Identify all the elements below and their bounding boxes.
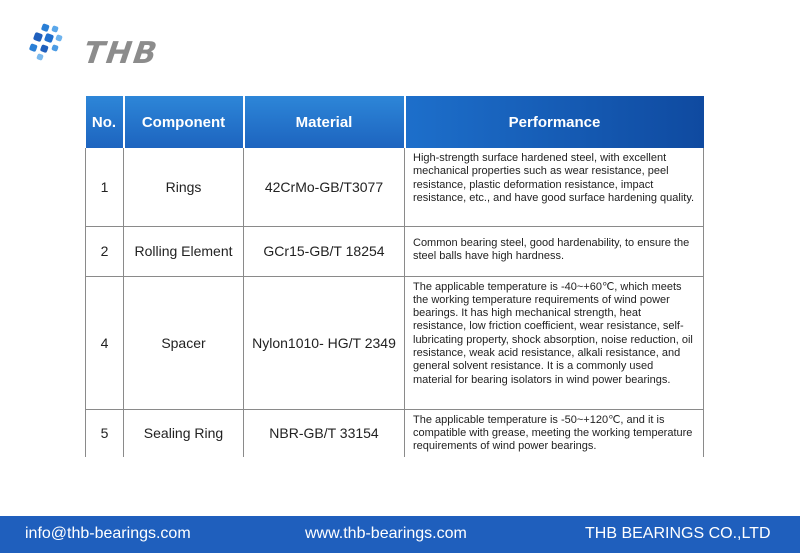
header-no: No.: [86, 96, 124, 148]
cell-material: Nylon1010- HG/T 2349: [244, 276, 405, 409]
cell-performance: High-strength surface hardened steel, with excellent mechanical properties such as wear resistance, peel resistance, plastic deformation resistance, impact resistance, etc., and have good surface hardening quality.: [405, 148, 704, 226]
cell-material: 42CrMo-GB/T3077: [244, 148, 405, 226]
cell-material: GCr15-GB/T 18254: [244, 226, 405, 276]
logo-wordmark: THB: [81, 36, 161, 71]
cell-no: 5: [86, 409, 124, 457]
company-logo: [28, 22, 188, 70]
cell-material: NBR-GB/T 33154: [244, 409, 405, 457]
cell-performance: The applicable temperature is -40~+60℃, which meets the working temperature requirements of wind power bearings. It has high mechanical strength, heat resistance, low friction coefficient, wear resistance, self-lubricating property, shock absorption, noise reduction, oil resistance, weak acid resistance, alkali resistance, and general solvent resistance. It is a commonly used material for bearing isolators in wind power bearings.: [405, 276, 704, 409]
cell-component: Rings: [124, 148, 244, 226]
footer-website-link[interactable]: www.thb-bearings.com: [305, 525, 467, 542]
cell-performance: Common bearing steel, good hardenability, to ensure the steel balls have high hardness.: [405, 226, 704, 276]
table-row: [86, 409, 704, 457]
cell-no: 2: [86, 226, 124, 276]
header-material: Material: [244, 96, 405, 148]
cell-performance: The applicable temperature is -50~+120℃, and it is compatible with grease, meeting the working temperature requirements of wind power bearings.: [405, 409, 704, 457]
header-component: Component: [124, 96, 244, 148]
footer-company-name: THB BEARINGS CO.,LTD: [585, 525, 771, 542]
cell-component: Rolling Element: [124, 226, 244, 276]
cell-no: 4: [86, 276, 124, 409]
cell-component: Spacer: [124, 276, 244, 409]
table-header-row: [86, 96, 704, 148]
table-row: [86, 148, 704, 226]
footer-email-link[interactable]: info@thb-bearings.com: [25, 525, 191, 542]
logo-dots-icon: [28, 22, 80, 62]
cell-component: Sealing Ring: [124, 409, 244, 457]
table-row: [86, 276, 704, 409]
footer-bar: [0, 516, 800, 553]
component-material-table: [85, 96, 704, 457]
cell-no: 1: [86, 148, 124, 226]
table-row: [86, 226, 704, 276]
header-performance: Performance: [405, 96, 704, 148]
